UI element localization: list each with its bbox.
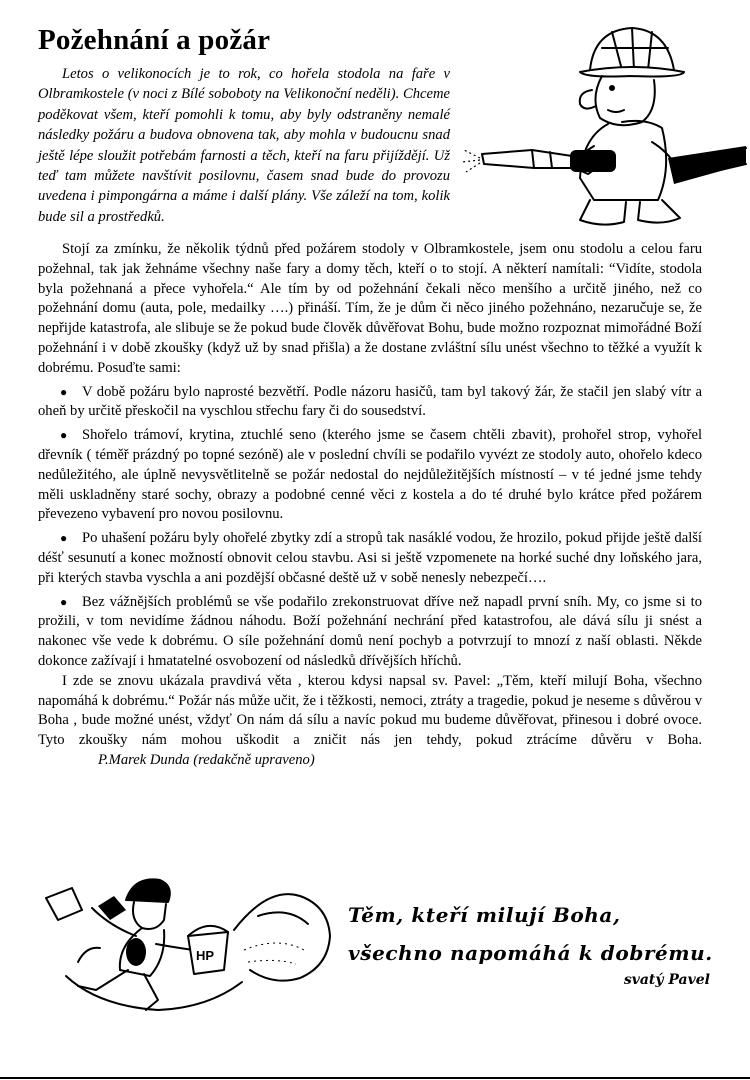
bucket-label: HP <box>196 948 215 963</box>
fireman-bucket-illustration <box>38 866 338 1016</box>
article-closing <box>38 672 702 771</box>
article-bullet-4 <box>38 593 702 672</box>
article-intro: Letos o velikonocích je to rok, co hořela stodola na faře v Olbramkostele (v noci z Bílé soboboty na Velikonoční neděli). Chceme poděkovat všem, kteří pomohli k tomu, aby byly odstraněny nemalé následky požáru a budova obnovena tak, aby mohla v budoucnu snad ještě lépe sloužit potřebám farnosti a těch, kteří na faru přijíždějí. Už teď tam můžete navštívit posilovnu, časem snad bude do provozu uvedena i pimpongárna a máme i další plány. Vše záleží na tom, kolik bude sil a prostředků. <box>38 66 450 225</box>
article-bullet-3 <box>38 529 702 588</box>
bullet-icon: ● <box>60 531 68 546</box>
bullet-text: V době požáru bylo naprosté bezvětří. Podle názoru hasičů, tam byl takový žár, že stačil jen slabý vítr a oheň by určitě přeskočil na vyschlou střechu fary či do sousedství. <box>38 383 702 420</box>
article-bullet-1 <box>38 383 702 423</box>
article-bullet-2 <box>38 426 702 525</box>
quote-line-1: Těm, kteří milují Boha, <box>348 903 621 927</box>
closing-text: I zde se znovu ukázala pravdivá věta , kterou kdysi napsal sv. Pavel: „Těm, kteří milují Boha, všechno napomáhá k dobrému.“ Požár nás může učit, že i těžkosti, nemoci, ztráty a tragedie, pokud je neseme s důvěrou v Boha , bude možné unést, vždyť On nám dá sílu a navíc pokud mu budeme důvěřovat, přinesou i dobré ovoce. Tyto zkoušky nám mohou uškodit a zničit nás jen tehdy, pokud ztrácíme důvěru v Boha. <box>38 672 702 749</box>
bullet-text: Bez vážnějších problémů se vše podařilo zrekonstruovat dříve než napadl první sníh. My, co jsme si to prožili, v tom nevidíme žádnou náhodu. Boží požehnání nechrání před katastrofou, ale dává sílu ji snést a nakonec vše vede k dobrému. O síle požehnání domů není pochyb a potvrzují to mnozí z naší oblasti. Někde dokonce zažívají i hmatatelné osvobození od následků dřívějších hříchů. <box>38 593 702 669</box>
quote-author: svatý Pavel <box>623 972 710 988</box>
fireman-hose-illustration <box>462 18 747 230</box>
bullet-text: Shořelo trámoví, krytina, ztuchlé seno (kterého jsme se časem chtěli zbavit), prohořel strop, vyhořel dřevník ( téměř prázdný po topné sezóně) ale v poslední chvíli se podařilo vyvézt ze stodoly auto, ohořelo kdeco nedůležitého, ale úplně nevysvětlitelně se požár nedostal do nejdůležitějších místností – v té jedné jsme tehdy měli uskladněny staré sochy, obrazy a podobné cenné věci z kostela a do té druhé bylo krátce před požárem převezeno vybavení pro novou posilovnu. <box>38 427 702 523</box>
bible-quote <box>348 896 718 972</box>
bullet-icon: ● <box>60 594 68 609</box>
bullet-icon: ● <box>60 384 68 399</box>
bullet-icon: ● <box>60 428 68 443</box>
article-body <box>38 240 702 771</box>
article-paragraph: Stojí za zmínku, že několik týdnů před požárem stodoly v Olbramkostele, jsem onu stodolu a celou faru požehnal, tak jak žehnáme všechny naše fary a domy těch, kteří o to stojí. A některí namítali: “Vidíte, stodola byla požehnaná a přece vyhořela.“ Ale tím by od požehnání čekali něco menšího a určitě jiného, než co požehnání domu (auta, pole, medailky ….) přináší. Tím, že je dům či něco jiného požehnáno, nezaručuje se, že nepřijde katastrofa, ale slibuje se že pokud bude člověk důvěřovat Bohu, bude možno rozpoznat mimořádné Boží požehnání i v době zkoušky (když už by snad přišla) a že dostane zvláštní sílu unést všechno to těžké a využít k dobrému. Posuďte sami: <box>38 241 702 376</box>
bullet-text: Po uhašení požáru byly ohořelé zbytky zdí a stropů tak nasáklé vodou, že hrozilo, pokud přijde ještě další déšť sesunutí a konec možností obnovit celou stavbu. Asi si ještě vzpomenete na horké suché dny loňského jara, při kterých stavba vyschla a ani pozdější občasné deště už v sobě nenesly nebezpečí…. <box>38 530 702 586</box>
page-bottom-rule <box>0 1077 750 1079</box>
quote-line-2: všechno napomáhá k dobrému. <box>348 941 713 965</box>
article-title: Požehnání a požár <box>38 24 271 56</box>
article-signature: P.Marek Dunda (redakčně upraveno) <box>98 751 315 768</box>
